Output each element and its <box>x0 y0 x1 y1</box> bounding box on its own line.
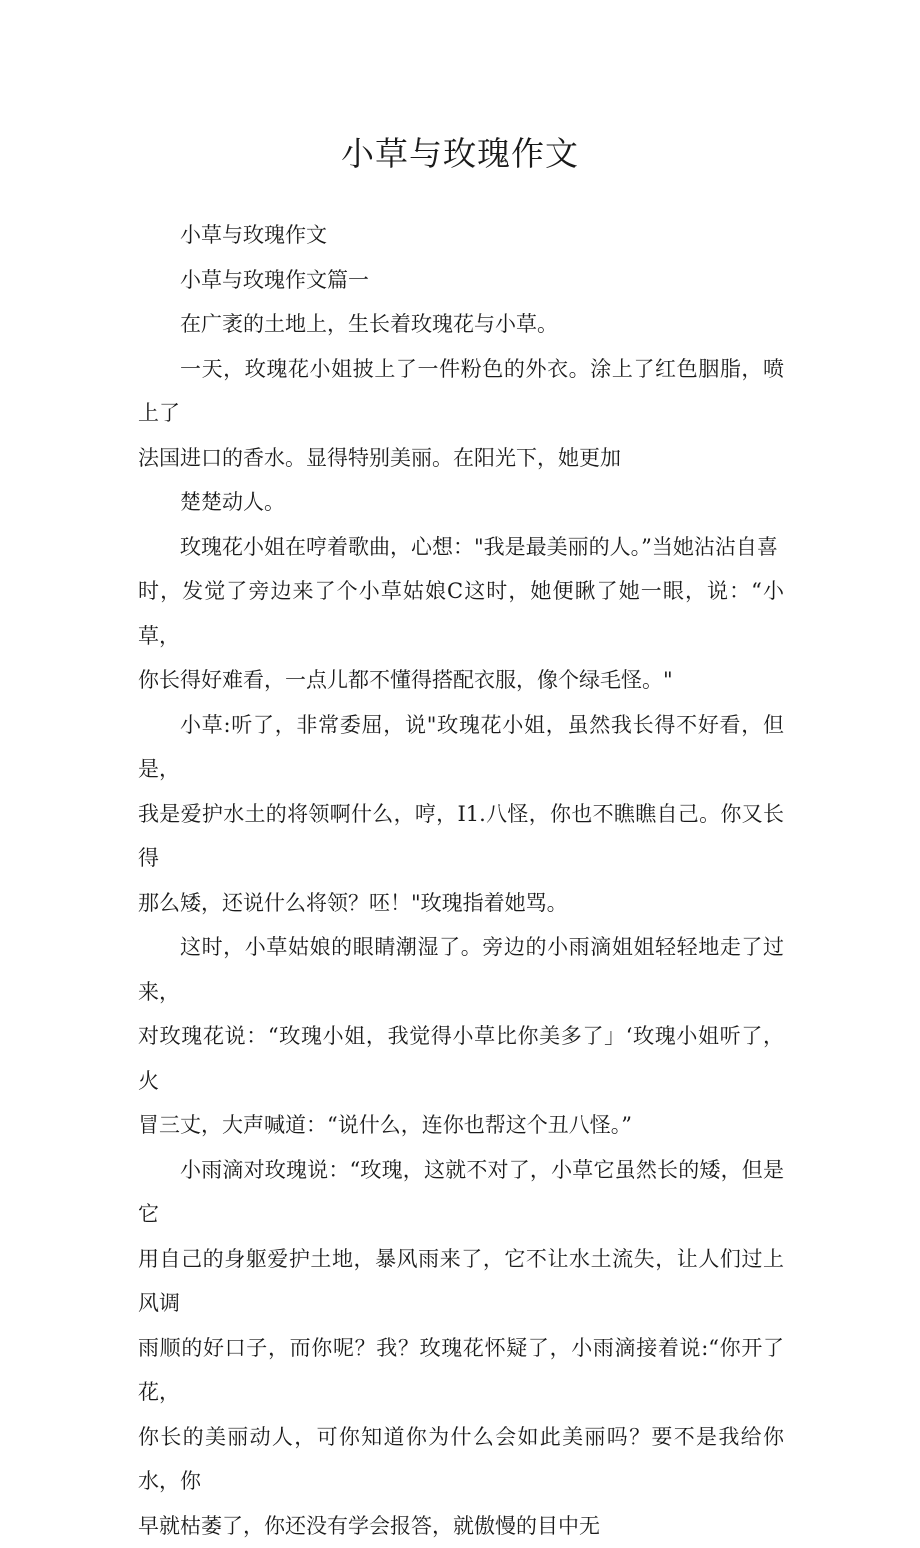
text-line: 玫瑰花小姐在哼着歌曲，心想："我是最美丽的人。”当她沾沾自喜 <box>138 525 784 570</box>
text-line: 时，发觉了旁边来了个小草姑娘C这时，她便瞅了她一眼，说：“小草， <box>138 569 784 658</box>
text-line: 早就枯萎了，你还没有学会报答，就傲慢的目中无 <box>138 1504 784 1548</box>
text-line: 法国进口的香水。显得特别美丽。在阳光下，她更加 <box>138 436 784 481</box>
text-line: 我是爱护水土的将领啊什么，哼，I1.八怪，你也不瞧瞧自己。你又长得 <box>138 792 784 881</box>
paragraph <box>138 1148 784 1548</box>
paragraph <box>138 258 784 303</box>
text-line: 小草:听了，非常委屈，说"玫瑰花小姐，虽然我长得不好看，但是， <box>138 703 784 792</box>
document-title: 小草与玫瑰作文 <box>0 128 920 180</box>
text-line: 在广袤的土地上，生长着玫瑰花与小草。 <box>138 302 784 347</box>
paragraph <box>138 213 784 258</box>
text-line: 小草与玫瑰作文 <box>138 213 784 258</box>
paragraph <box>138 347 784 481</box>
paragraph <box>138 525 784 703</box>
text-line: 一天，玫瑰花小姐披上了一件粉色的外衣。涂上了红色胭脂，喷上了 <box>138 347 784 436</box>
text-line: 雨顺的好口子，而你呢？我？玫瑰花怀疑了，小雨滴接着说:“你开了花， <box>138 1326 784 1415</box>
text-line: 对玫瑰花说：“玫瑰小姐，我觉得小草比你美多了」‘玫瑰小姐听了，火 <box>138 1014 784 1103</box>
text-line: 你长得好难看，一点儿都不懂得搭配衣服，像个绿毛怪。" <box>138 658 784 703</box>
text-line: 用自己的身躯爱护土地，暴风雨来了，它不让水土流失，让人们过上风调 <box>138 1237 784 1326</box>
text-line: 这时，小草姑娘的眼睛潮湿了。旁边的小雨滴姐姐轻轻地走了过来， <box>138 925 784 1014</box>
document-body <box>138 213 784 1548</box>
text-line: 小雨滴对玫瑰说：“玫瑰，这就不对了，小草它虽然长的矮，但是它 <box>138 1148 784 1237</box>
paragraph <box>138 703 784 926</box>
text-line: 小草与玫瑰作文篇一 <box>138 258 784 303</box>
text-line: 冒三丈，大声喊道：“说什么，连你也帮这个丑八怪。” <box>138 1103 784 1148</box>
paragraph <box>138 302 784 347</box>
text-line: 那么矮，还说什么将领？呸！"玫瑰指着她骂。 <box>138 881 784 926</box>
text-line: 楚楚动人。 <box>138 480 784 525</box>
paragraph <box>138 480 784 525</box>
text-line: 你长的美丽动人，可你知道你为什么会如此美丽吗？要不是我给你水，你 <box>138 1415 784 1504</box>
paragraph <box>138 925 784 1148</box>
